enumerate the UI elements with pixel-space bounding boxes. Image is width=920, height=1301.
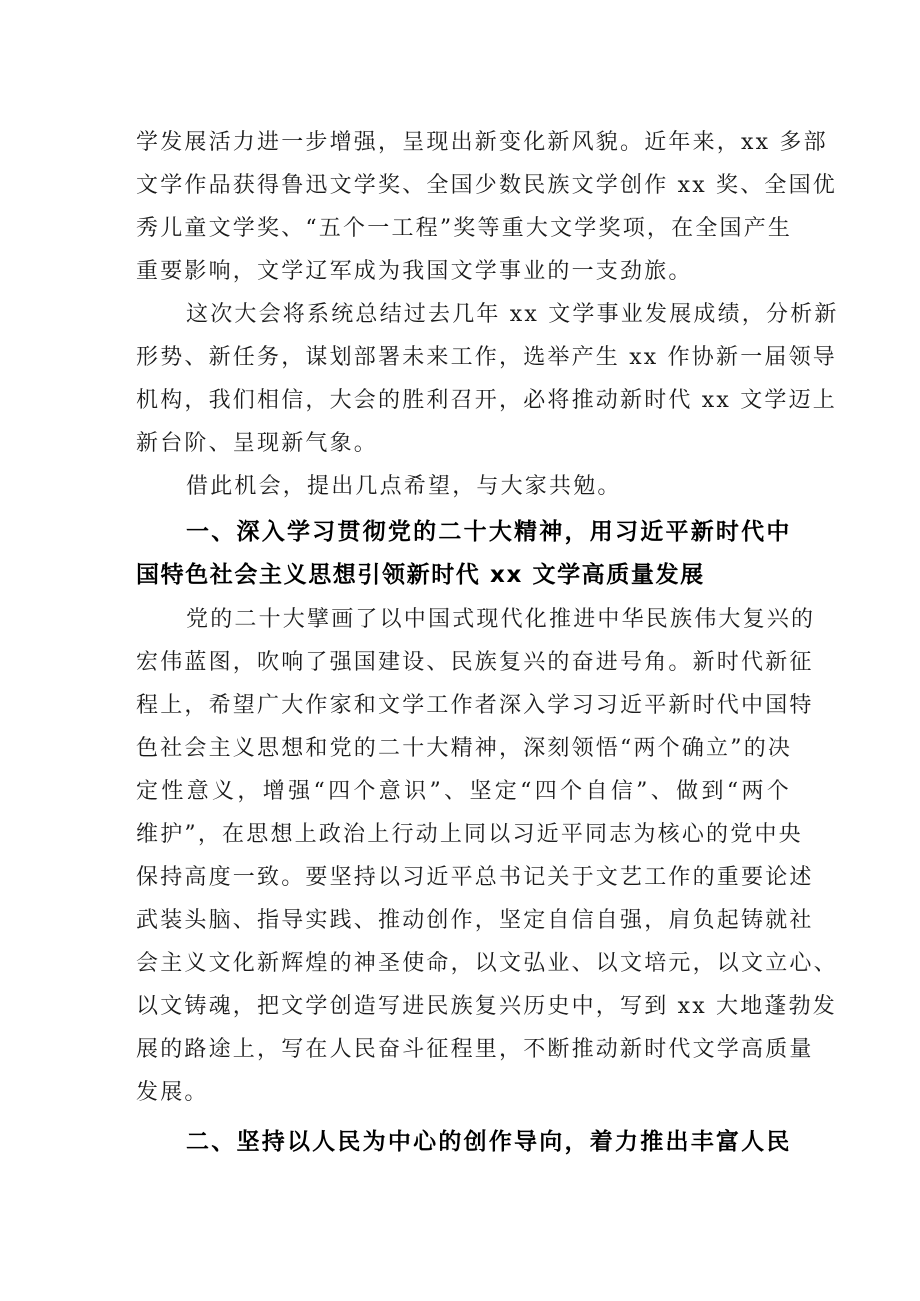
paragraph-line: 定性意义，增强“四个意识”、坚定“四个自信”、做到“两个: [136, 779, 791, 804]
section-heading-1-continued: 国特色社会主义思想引领新时代 xx 文学高质量发展: [136, 562, 705, 588]
paragraph-line: 色社会主义思想和党的二十大精神，深刻领悟“两个确立”的决: [136, 736, 793, 761]
paragraph-line: 以文铸魂，把文学创造写进民族复兴历史中，写到 xx 大地蓬勃发: [136, 994, 838, 1019]
paragraph-line: 重要影响，文学辽军成为我国文学事业的一支劲旅。: [136, 259, 693, 284]
paragraph-first-line: 这次大会将系统总结过去几年 xx 文学事业发展成绩，分析新: [186, 302, 839, 327]
paragraph-line: 发展。: [136, 1080, 209, 1105]
paragraph-line: 程上，希望广大作家和文学工作者深入学习习近平新时代中国特: [136, 693, 814, 718]
paragraph-line: 文学作品获得鲁迅文学奖、全国少数民族文学创作 xx 奖、全国优: [136, 173, 838, 198]
paragraph-line: 会主义文化新辉煌的神圣使命，以文弘业、以文培元，以文立心、: [136, 951, 838, 976]
paragraph-line: 武装头脑、指导实践、推动创作，坚定自信自强，肩负起铸就社: [136, 908, 814, 933]
paragraph-line: 学发展活力进一步增强，呈现出新变化新风貌。近年来，xx 多部: [136, 130, 828, 155]
paragraph-first-line: 借此机会，提出几点希望，与大家共勉。: [186, 474, 622, 499]
paragraph-line: 展的路途上，写在人民奋斗征程里，不断推动新时代文学高质量: [136, 1037, 814, 1062]
section-heading-2: 二、坚持以人民为中心的创作导向，着力推出丰富人民: [186, 1129, 791, 1155]
paragraph-line: 机构，我们相信，大会的胜利召开，必将推动新时代 xx 文学迈上: [136, 388, 838, 413]
paragraph-line: 新台阶、呈现新气象。: [136, 431, 379, 456]
paragraph-first-line: 党的二十大擘画了以中国式现代化推进中华民族伟大复兴的: [186, 607, 816, 632]
paragraph-line: 维护”，在思想上政治上行动上同以习近平同志为核心的党中央: [136, 822, 803, 847]
section-heading-1: 一、深入学习贯彻党的二十大精神，用习近平新时代中: [186, 519, 791, 545]
paragraph-line: 秀儿童文学奖、“五个一工程”奖等重大文学奖项，在全国产生: [136, 216, 793, 241]
paragraph-line: 形势、新任务，谋划部署未来工作，选举产生 xx 作协新一届领导: [136, 345, 838, 370]
paragraph-line: 保持高度一致。要坚持以习近平总书记关于文艺工作的重要论述: [136, 865, 814, 890]
paragraph-line: 宏伟蓝图，吹响了强国建设、民族复兴的奋进号角。新时代新征: [136, 650, 814, 675]
